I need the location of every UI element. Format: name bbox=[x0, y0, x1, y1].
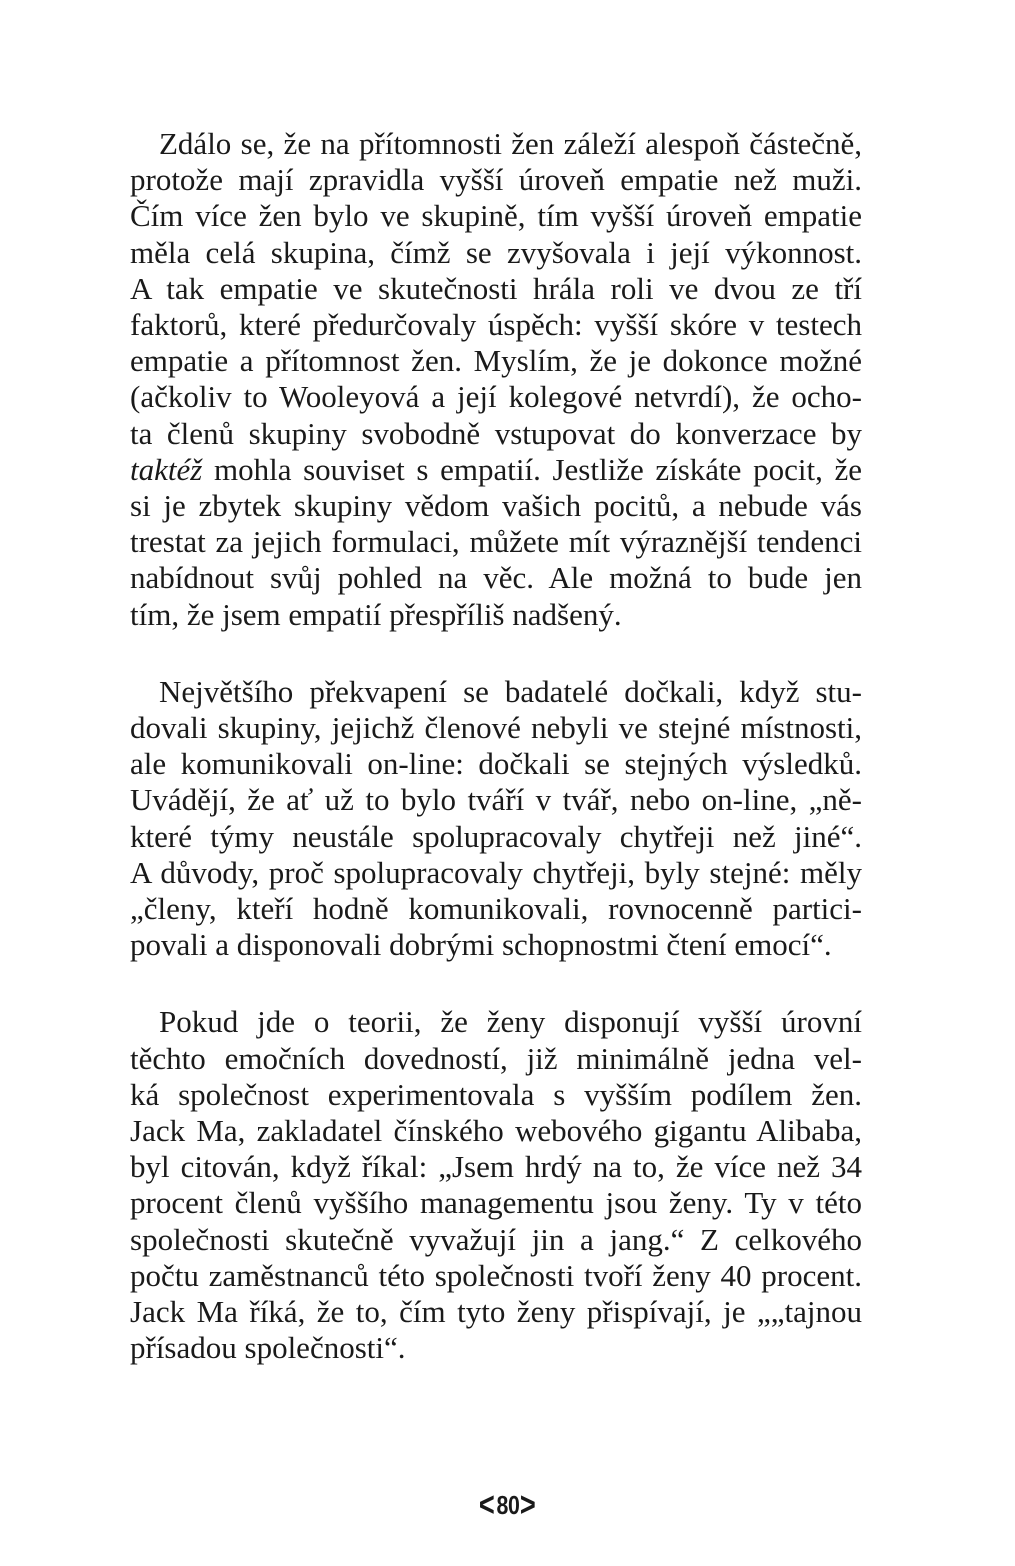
text-line: „členy, kteří hodně komunikovali, rovnocenně partici- bbox=[130, 891, 862, 927]
paragraph-1 bbox=[130, 126, 862, 633]
text-line: faktorů, které předurčovaly úspěch: vyšší skóre v testech bbox=[130, 307, 862, 343]
page-number bbox=[0, 1486, 1015, 1525]
text-line: povali a disponovali dobrými schopnostmi čtení emocí“. bbox=[130, 927, 832, 963]
text-line: ta členů skupiny svobodně vstupovat do konverzace by bbox=[130, 415, 862, 451]
page-number-value: 80 bbox=[496, 1490, 519, 1520]
paragraph-2 bbox=[130, 674, 862, 964]
text-line: ká společnost experimentovala s vyšším podílem žen. bbox=[130, 1076, 862, 1112]
text-line: přísadou společnosti“. bbox=[130, 1330, 406, 1366]
text-line-rest: mohla souviset s empatií. Jestliže získáte pocit, že bbox=[213, 451, 862, 487]
text-line: nabídnout svůj pohled na věc. Ale možná to bude jen bbox=[130, 560, 862, 596]
text-line: empatie a přítomnost žen. Myslím, že je dokonce možné bbox=[130, 343, 862, 379]
text-line: ale komunikovali on-line: dočkali se stejných výsledků. bbox=[130, 746, 862, 782]
text-line: počtu zaměstnanců této společnosti tvoří ženy 40 procent. bbox=[130, 1257, 862, 1293]
paragraph-3 bbox=[130, 1004, 862, 1366]
text-line: Jack Ma říká, že to, čím tyto ženy přispívají, je „„tajnou bbox=[130, 1294, 862, 1330]
text-line: Zdálo se, že na přítomnosti žen záleží alespoň částečně, bbox=[159, 126, 862, 161]
chevron-left-icon: < bbox=[479, 1486, 495, 1524]
text-line: protože mají zpravidla vyšší úroveň empatie než muži. bbox=[130, 162, 862, 198]
text-line: Čím více žen bylo ve skupině, tím vyšší úroveň empatie bbox=[130, 198, 862, 234]
text-line: těchto emočních dovedností, již minimálně jedna vel- bbox=[130, 1040, 862, 1076]
text-line: Největšího překvapení se badatelé dočkali, když stu- bbox=[159, 673, 862, 709]
italic-emphasis: taktéž bbox=[130, 451, 203, 487]
book-page-body bbox=[130, 126, 862, 1367]
text-line: Pokud jde o teorii, že ženy disponují vyšší úrovní bbox=[159, 1004, 862, 1040]
text-line: A důvody, proč spolupracovaly chytřeji, byly stejné: měly bbox=[130, 854, 862, 890]
text-line: byl citován, když říkal: „Jsem hrdý na to, že více než 34 bbox=[130, 1149, 862, 1185]
chevron-right-icon: > bbox=[520, 1486, 536, 1524]
text-line-with-italic bbox=[130, 452, 862, 488]
text-line: A tak empatie ve skutečnosti hrála roli ve dvou ze tří bbox=[130, 270, 862, 306]
text-line: společnosti skutečně vyvažují jin a jang.“ Z celkového bbox=[130, 1221, 862, 1257]
text-line: tím, že jsem empatií přespříliš nadšený. bbox=[130, 596, 622, 632]
text-line: (ačkoliv to Wooleyová a její kolegové netvrdí), že ocho- bbox=[130, 379, 862, 415]
text-line: dovali skupiny, jejichž členové nebyli ve stejné místnosti, bbox=[130, 710, 862, 746]
text-line: si je zbytek skupiny vědom vašich pocitů, a nebude vás bbox=[130, 488, 862, 524]
text-line: které týmy neustále spolupracovaly chytřeji než jiné“. bbox=[130, 818, 862, 854]
text-line: Jack Ma, zakladatel čínského webového gigantu Alibaba, bbox=[130, 1113, 862, 1149]
text-line: Uvádějí, že ať už to bylo tváří v tvář, nebo on-line, „ně- bbox=[130, 782, 862, 818]
text-line: procent členů vyššího managementu jsou ženy. Ty v této bbox=[130, 1185, 862, 1221]
text-line: trestat za jejich formulaci, můžete mít výraznější tendenci bbox=[130, 524, 862, 560]
text-line: měla celá skupina, čímž se zvyšovala i její výkonnost. bbox=[130, 234, 862, 270]
